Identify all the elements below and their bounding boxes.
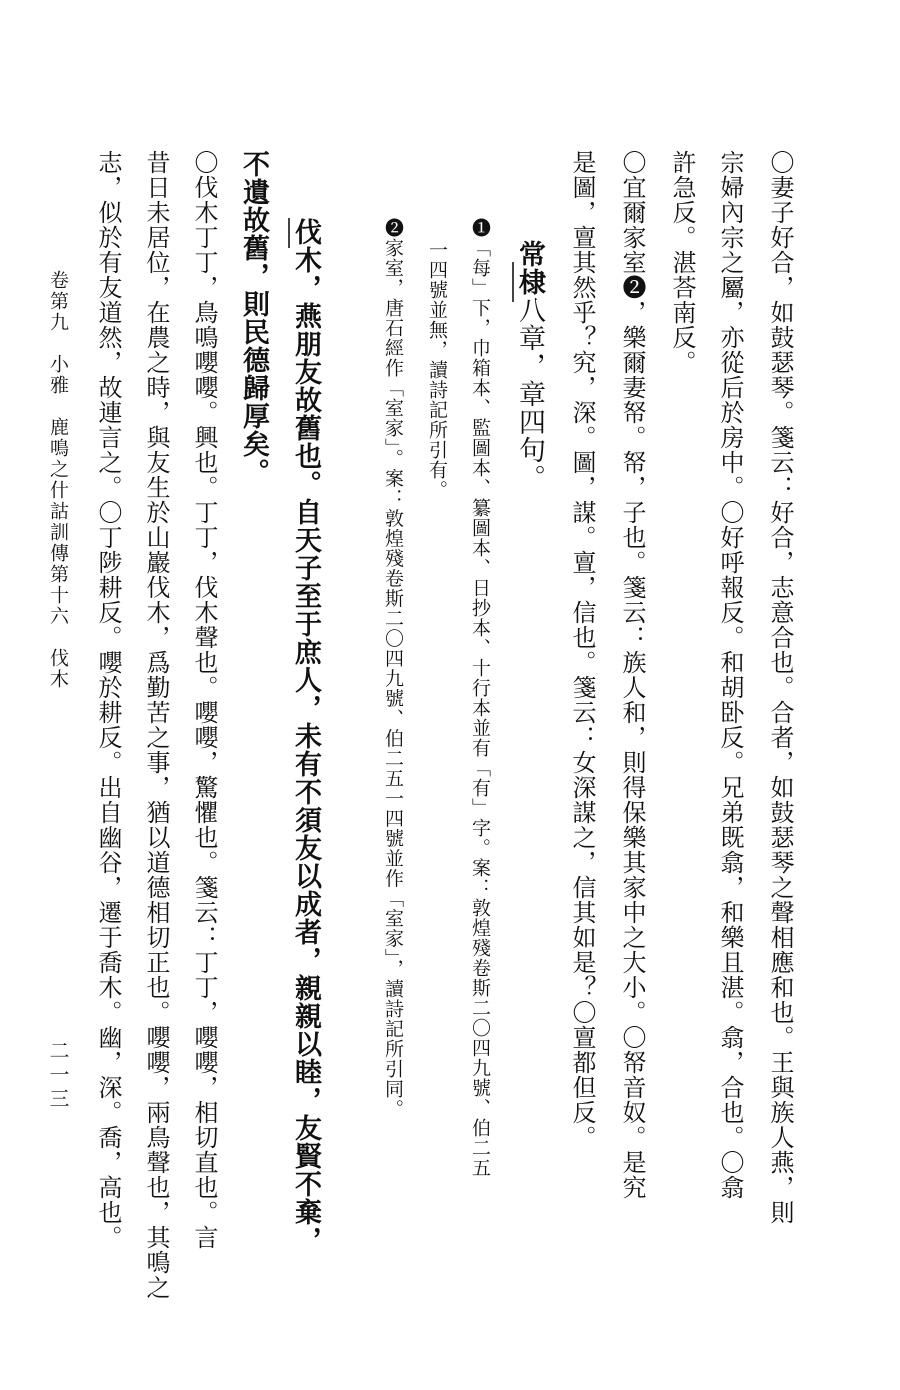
text-column-5: 是圖，亶其然乎？究，深。圖，謀。亶，信也。箋云：女深謀之，信其如是？〇亶都但反。 (568, 150, 596, 1150)
text-column-3: 許急反。湛荅南反。 (668, 150, 696, 375)
text-column-4: 〇宜爾家室❷，樂爾妻帑。帑，子也。箋云：族人和，則得保樂其家中之大小。〇帑音奴。是究 (618, 150, 646, 1200)
text-column-7: 昔日未居位，在農之時，與友生於山巖伐木，爲勤苦之事，猶以道德相切正也。嚶嚶，兩鳥聲也，其鳴之 (142, 150, 170, 1300)
text-column-8: 志，似於有友道然，故連言之。〇丁陟耕反。嚶於耕反。出自幽谷，遷于喬木。幽，深。喬，高也。 (94, 150, 122, 1250)
running-footer: 卷第九 小雅 鹿鳴之什詁訓傳第十六 伐木 (47, 270, 69, 690)
text-column-1: 〇妻子好合，如鼓瑟琴。箋云：好合，志意合也。合者，如鼓瑟琴之聲相應和也。王與族人燕，則 (766, 150, 794, 1225)
section-title (516, 240, 543, 1390)
footnote-1: ❶「每」下，巾箱本、監圖本、纂圖本、日抄本、十行本並有「有」字。案：敦煌殘卷斯二〇四九號、伯二五 (469, 218, 491, 1178)
text-column-2: 宗婦內宗之屬，亦從后於房中。〇好呼報反。和胡卧反。兄弟既翕，和樂且湛。翕，合也。〇翕 (716, 150, 744, 1200)
footnote-2: ❷家室，唐石經作「室家」。案：敦煌殘卷斯二〇四九號、伯二五一四號並作「室家」，讀詩記所引同。 (382, 218, 404, 1119)
text-column-6: 〇伐木丁丁，鳥鳴嚶嚶。興也。丁丁，伐木聲也。嚶嚶，驚懼也。箋云：丁丁，嚶嚶，相切直也。言 (190, 150, 218, 1250)
footnote-1-cont: 一四號並無，讀詩記所引有。 (426, 240, 448, 500)
title-wavy-underline (512, 262, 514, 302)
preface-wavy-underline (288, 218, 290, 248)
preface-column-1: 伐木，燕朋友故舊也。自天子至于庶人，未有不須友以成者，親親以睦，友賢不棄， (290, 218, 321, 1254)
section-title-rest: 八章，章四句。 (514, 296, 545, 492)
page-number: 二一三 (46, 1040, 70, 1112)
section-title-name: 常棣 (514, 240, 545, 296)
preface-column-2: 不遺故舊，則民德歸厚矣。 (238, 150, 269, 486)
